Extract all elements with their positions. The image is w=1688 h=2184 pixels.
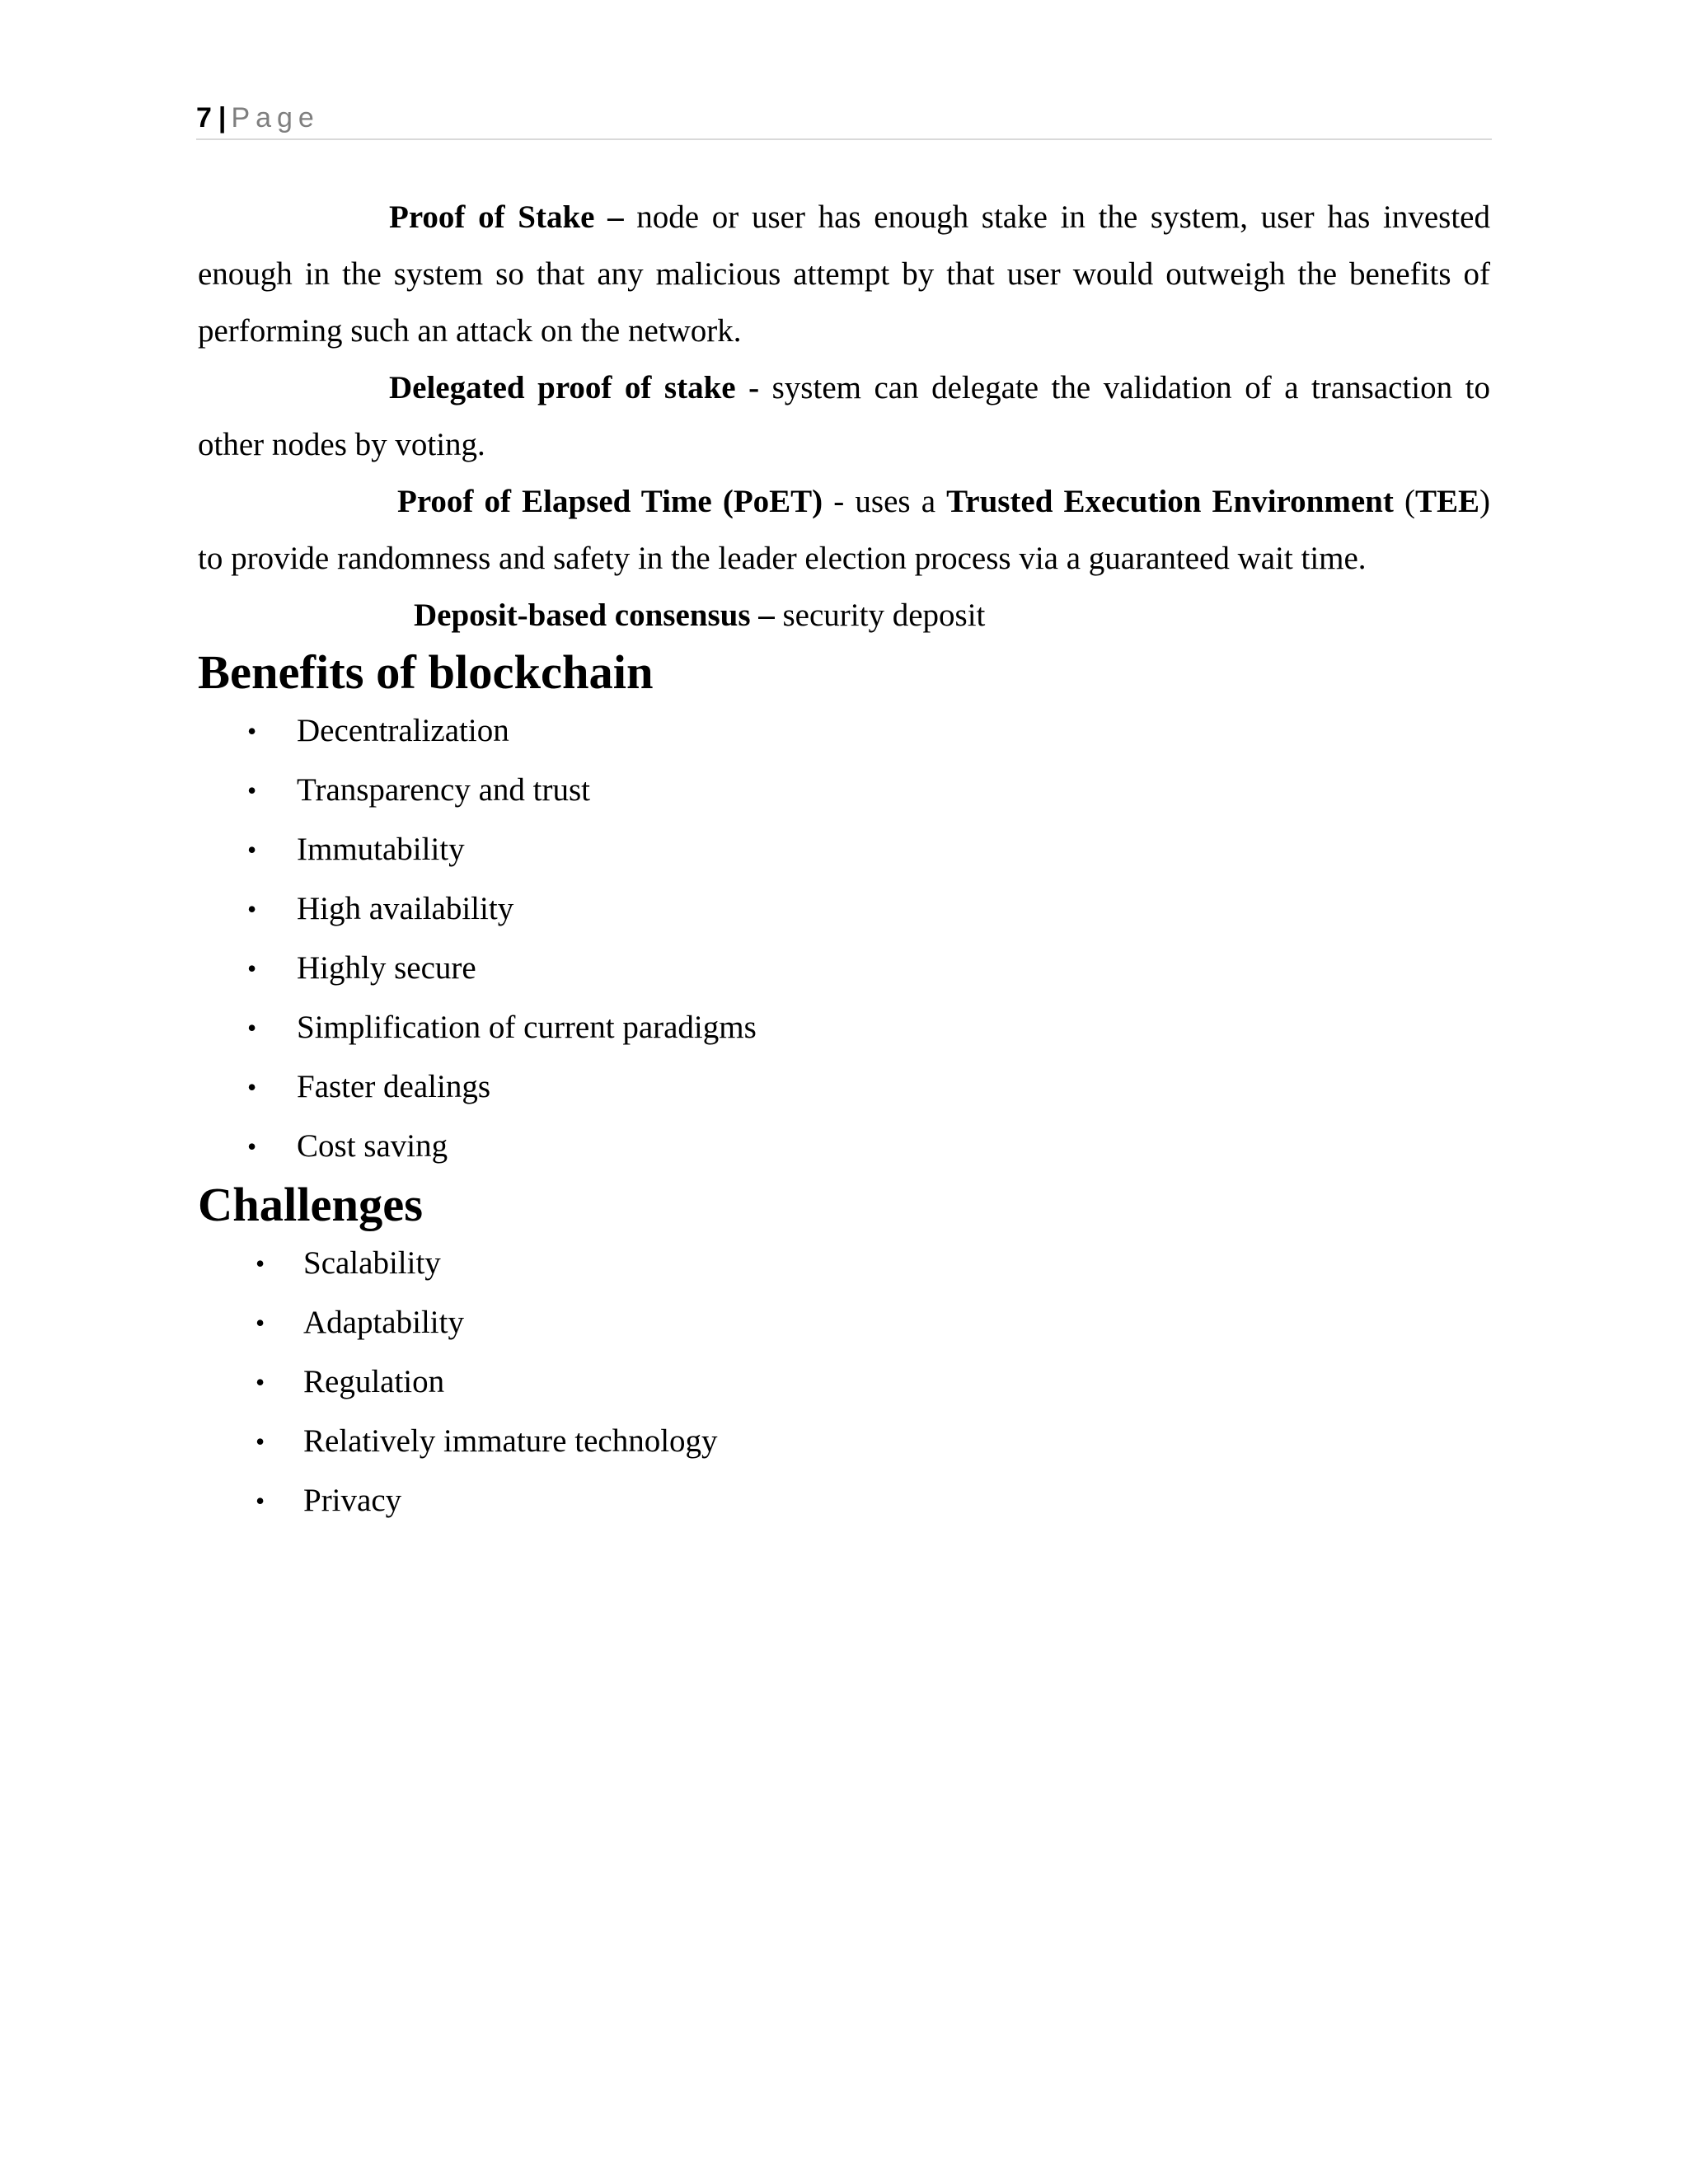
- bullet-icon: •: [247, 894, 257, 924]
- poet-text-b: (: [1393, 484, 1415, 519]
- benefits-list: [198, 701, 1490, 1176]
- list-item-text: Highly secure: [297, 950, 476, 986]
- bullet-icon: •: [247, 1013, 257, 1043]
- benefits-heading: Benefits of blockchain: [198, 645, 654, 699]
- deposit-based-consensus-text: security deposit: [774, 598, 986, 633]
- bullet-icon: •: [247, 835, 257, 865]
- list-item: [198, 1293, 1490, 1352]
- list-item-text: Transparency and trust: [297, 772, 590, 808]
- page-label: Page: [231, 102, 320, 134]
- list-item-text: Regulation: [303, 1364, 445, 1399]
- list-item-text: Relatively immature technology: [303, 1423, 718, 1459]
- proof-of-stake-text: node or user has enough stake in the system, user has invested enough in the system so that any malicious attempt by that user would outweigh the benefits of performing such an attack on the network.: [198, 199, 1490, 349]
- delegated-proof-of-stake-text: system can delegate the validation of a transaction to other nodes by voting.: [198, 370, 1490, 462]
- list-item-text: Privacy: [303, 1483, 402, 1518]
- delegated-proof-of-stake-term: Delegated proof of stake -: [389, 370, 760, 405]
- bullet-icon: •: [256, 1308, 265, 1338]
- list-item: [198, 1471, 1490, 1530]
- list-item-text: Immutability: [297, 832, 465, 867]
- list-item: [198, 701, 1490, 761]
- proof-of-stake-paragraph: [198, 189, 1490, 359]
- tee-abbreviation: TEE: [1414, 484, 1479, 519]
- list-item: [198, 820, 1490, 879]
- delegated-proof-of-stake-paragraph: [198, 359, 1490, 473]
- bullet-icon: •: [256, 1367, 265, 1397]
- list-item: [198, 879, 1490, 939]
- bullet-icon: •: [247, 1072, 257, 1102]
- bullet-icon: •: [247, 954, 257, 983]
- list-item: [198, 998, 1490, 1057]
- list-item-text: Scalability: [303, 1245, 441, 1281]
- list-item-text: High availability: [297, 891, 514, 926]
- poet-term: Proof of Elapsed Time (PoET): [397, 484, 823, 519]
- bullet-icon: •: [247, 1132, 257, 1161]
- list-item-text: Adaptability: [303, 1305, 464, 1340]
- list-item-text: Simplification of current paradigms: [297, 1010, 757, 1045]
- page-header: [196, 97, 1492, 140]
- deposit-based-consensus-paragraph: [198, 587, 1490, 644]
- tee-term: Trusted Execution Environment: [946, 484, 1394, 519]
- list-item: [198, 1352, 1490, 1412]
- page-separator: |: [218, 102, 227, 134]
- list-item-text: Faster dealings: [297, 1069, 491, 1104]
- proof-of-elapsed-time-paragraph: [198, 473, 1490, 587]
- list-item: [198, 1412, 1490, 1471]
- challenges-list: [198, 1234, 1490, 1530]
- page-number: 7: [196, 102, 212, 134]
- list-item: [198, 1117, 1490, 1176]
- list-item: [198, 1234, 1490, 1293]
- list-item-text: Cost saving: [297, 1128, 448, 1164]
- list-item: [198, 1057, 1490, 1117]
- challenges-heading: Challenges: [198, 1178, 424, 1231]
- bullet-icon: •: [247, 776, 257, 805]
- document-body: [198, 189, 1490, 1530]
- deposit-based-consensus-term: Deposit-based consensus –: [414, 598, 775, 633]
- bullet-icon: •: [256, 1486, 265, 1516]
- list-item: [198, 761, 1490, 820]
- bullet-icon: •: [247, 716, 257, 746]
- bullet-icon: •: [256, 1249, 265, 1278]
- poet-text-c: ) to provide randomness and safety in the leader election process via a guaranteed wait time.: [198, 484, 1490, 576]
- bullet-icon: •: [256, 1427, 265, 1456]
- proof-of-stake-term: Proof of Stake –: [389, 199, 624, 235]
- list-item-text: Decentralization: [297, 713, 509, 748]
- list-item: [198, 939, 1490, 998]
- poet-text-a: - uses a: [823, 484, 947, 519]
